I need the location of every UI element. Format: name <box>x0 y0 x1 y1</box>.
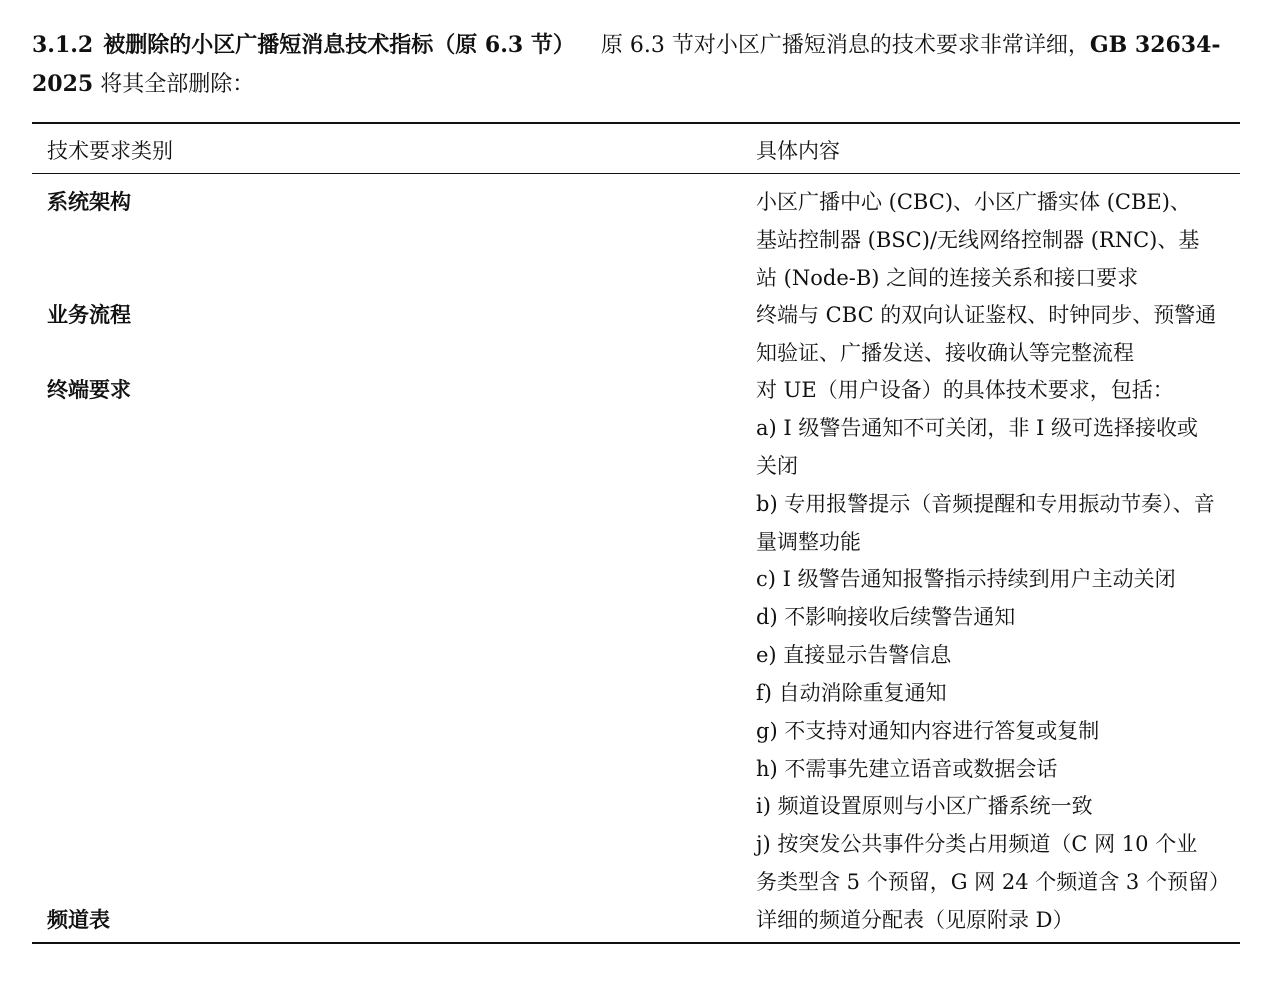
table-cell-line: h) 不需事先建立语音或数据会话 <box>756 757 1058 781</box>
table-header-rule <box>32 173 1240 174</box>
table-top-rule <box>32 122 1240 124</box>
table-cell-line: 务类型含 5 个预留，G 网 24 个频道含 3 个预留） <box>756 870 1230 894</box>
section-number: 3.1.2 <box>32 32 94 58</box>
table-cell-line: b) 专用报警提示（音频提醒和专用振动节奏）、音 <box>756 492 1215 516</box>
row-label-channel-table: 频道表 <box>47 907 110 932</box>
standard-code: GB 32634-2025 <box>32 32 1221 97</box>
table-cell-line: g) 不支持对通知内容进行答复或复制 <box>756 719 1100 743</box>
table-cell-line: 量调整功能 <box>756 530 861 554</box>
table-cell-line: f) 自动消除重复通知 <box>756 681 947 705</box>
table-cell-line: i) 频道设置原则与小区广播系统一致 <box>756 794 1093 818</box>
section-heading <box>32 26 1247 104</box>
row-label-terminal: 终端要求 <box>47 377 131 402</box>
column-header-content: 具体内容 <box>756 139 840 163</box>
table-cell-line: 终端与 CBC 的双向认证鉴权、时钟同步、预警通 <box>756 303 1217 327</box>
row-label-architecture: 系统架构 <box>47 189 131 214</box>
section-title: 被删除的小区广播短消息技术指标（原 6.3 节） <box>103 32 575 58</box>
table-cell-line: 知验证、广播发送、接收确认等完整流程 <box>756 341 1134 365</box>
table-cell-line: 对 UE（用户设备）的具体技术要求，包括： <box>756 378 1174 402</box>
table-cell-line: 基站控制器 (BSC)/无线网络控制器 (RNC)、基 <box>756 228 1200 252</box>
table-cell-line: j) 按突发公共事件分类占用频道（C 网 10 个业 <box>756 832 1198 856</box>
column-header-category: 技术要求类别 <box>47 139 173 163</box>
section-intro-text: 原 6.3 节对小区广播短消息的技术要求非常详细， <box>600 33 1090 58</box>
table-cell-line: d) 不影响接收后续警告通知 <box>756 605 1016 629</box>
table-cell-line: 详细的频道分配表（见原附录 D） <box>756 908 1074 932</box>
table-cell-line: a) I 级警告通知不可关闭，非 I 级可选择接收或 <box>756 416 1199 440</box>
table-cell-line: 站 (Node-B) 之间的连接关系和接口要求 <box>756 266 1139 290</box>
row-label-workflow: 业务流程 <box>47 302 131 327</box>
table-cell-line: 关闭 <box>756 454 798 478</box>
table-cell-line: 小区广播中心 (CBC)、小区广播实体 (CBE)、 <box>756 190 1191 214</box>
table-cell-line: e) 直接显示告警信息 <box>756 643 952 667</box>
table-cell-line: c) I 级警告通知报警指示持续到用户主动关闭 <box>756 567 1176 591</box>
section-intro-tail: 将其全部删除： <box>100 72 255 97</box>
table-bottom-rule <box>32 942 1240 944</box>
